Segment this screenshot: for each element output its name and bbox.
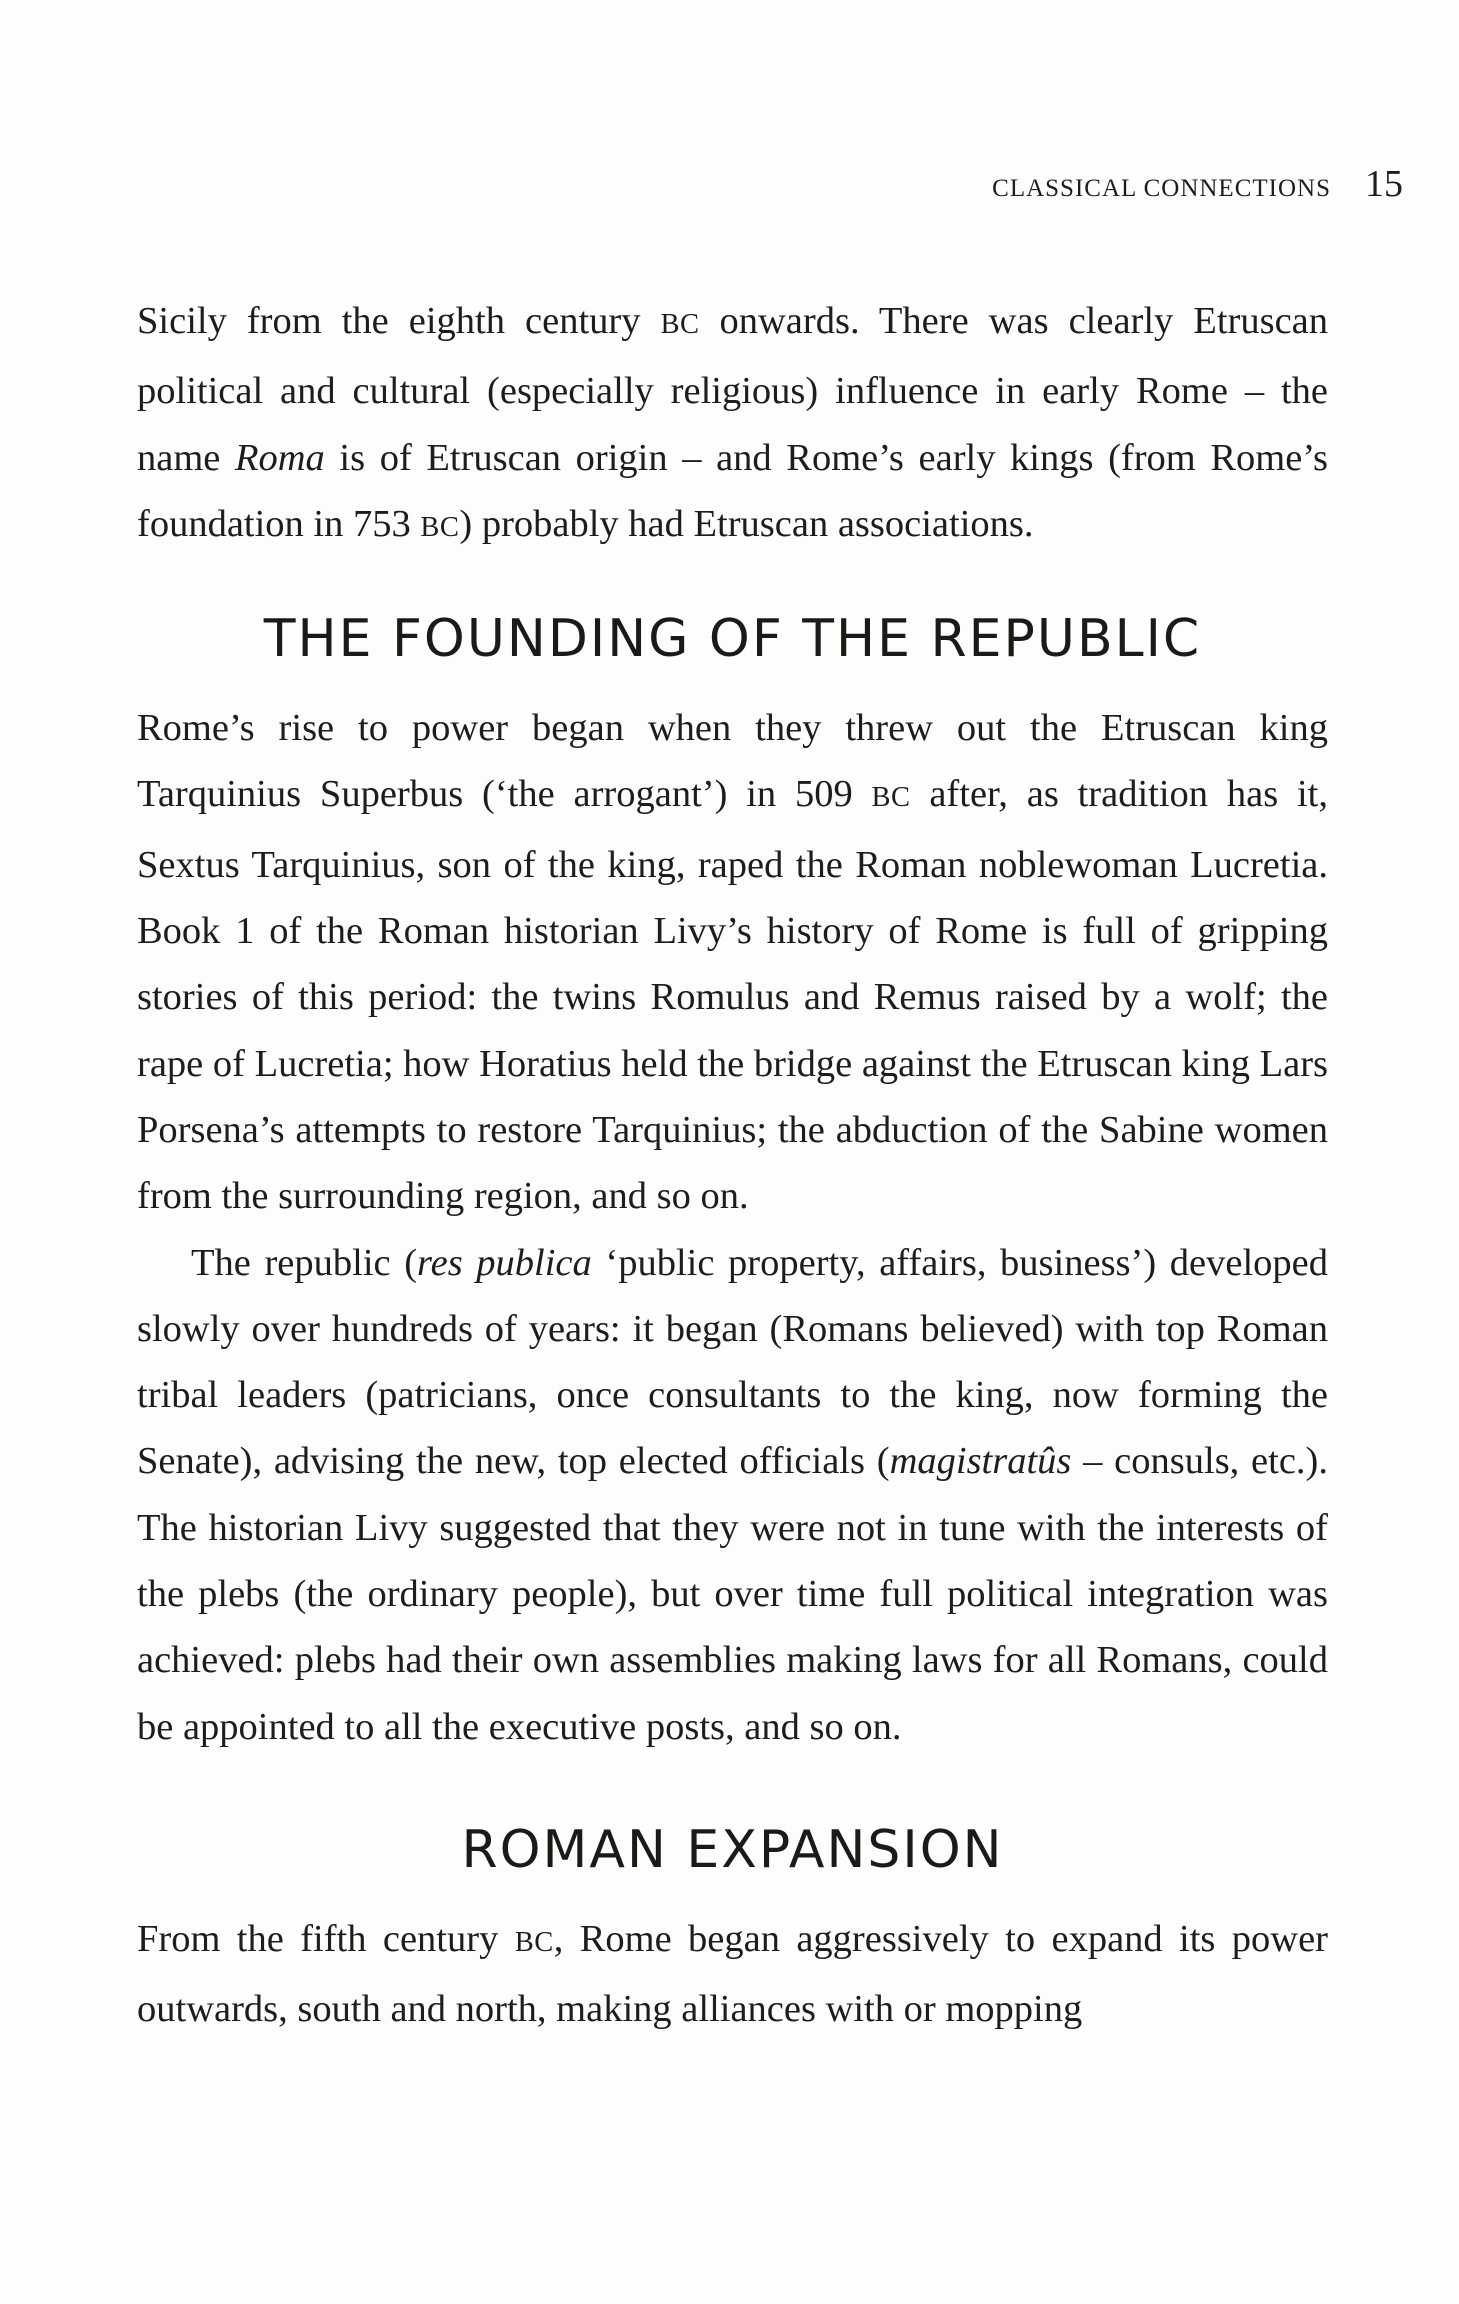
- era-abbrev: BC: [420, 511, 460, 543]
- text-run: , Rome began aggressively to expand its power outwards, south and north, making alliances with or mopping: [137, 1917, 1328, 2031]
- paragraph-res-publica: [137, 1230, 1328, 1760]
- section-heading-roman-expansion: ROMAN EXPANSION: [461, 1819, 1004, 1880]
- text-run: – consuls, etc.). The historian Livy suggested that they were not in tune with the interests of the plebs (the ordinary people), but over time full political integration was achieved: plebs had their own assemblies making laws for all Romans, could be appointed to all the executive posts, and so on.: [137, 1440, 1328, 1748]
- text-run: ‘public property, affairs, business’) developed slowly over hundreds of years: it began (Romans believed) with top Roman tribal leaders (patricians, once consultants to the king, now forming the Senate), advising the new, top elected officials (: [137, 1241, 1328, 1483]
- body-text: [137, 288, 1328, 2043]
- text-run: Rome’s rise to power began when they threw out the Etruscan king Tarquinius Superbus (‘the arrogant’) in 509: [137, 707, 1328, 816]
- italic-term: res publica: [417, 1241, 592, 1284]
- era-abbrev: BC: [660, 309, 700, 340]
- text-run: after, as tradition has it, Sextus Tarquinius, son of the king, raped the Roman noblewoman Lucretia. Book 1 of the Roman historian Livy’s history of Rome is full of gripping stories of this period: the twins Romulus and Remus raised by a wolf; the rape of Lucretia; how Horatius held the bridge against the Etruscan king Lars Porsena’s attempts to restore Tarquinius; the abduction of the Sabine women from the surrounding region, and so on.: [137, 773, 1329, 1218]
- section-heading-founding-republic: THE FOUNDING OF THE REPUBLIC: [263, 609, 1202, 670]
- paragraph-etruscan-influence: [137, 288, 1328, 561]
- era-abbrev: BC: [514, 1926, 554, 1958]
- running-header: [992, 162, 1403, 206]
- italic-term: magistratûs: [889, 1440, 1072, 1483]
- paragraph-rise-to-power: [137, 695, 1328, 1229]
- paragraph-expansion: [137, 1906, 1328, 2043]
- text-run: ) probably had Etruscan associations.: [459, 502, 1034, 545]
- era-abbrev: BC: [871, 782, 911, 814]
- text-run: The republic (: [191, 1241, 418, 1284]
- text-run: onwards. There was clearly Etruscan political and cultural (especially religious) influence in early Rome – the name: [137, 300, 1329, 479]
- running-title: CLASSICAL CONNECTIONS: [992, 175, 1331, 202]
- text-run: From the fifth century: [137, 1917, 515, 1960]
- italic-term: Roma: [234, 436, 325, 479]
- text-run: Sicily from the eighth century: [137, 300, 661, 342]
- page-number: 15: [1365, 163, 1403, 205]
- text-run: is of Etruscan origin – and Rome’s early kings (from Rome’s foundation in 753: [137, 436, 1328, 545]
